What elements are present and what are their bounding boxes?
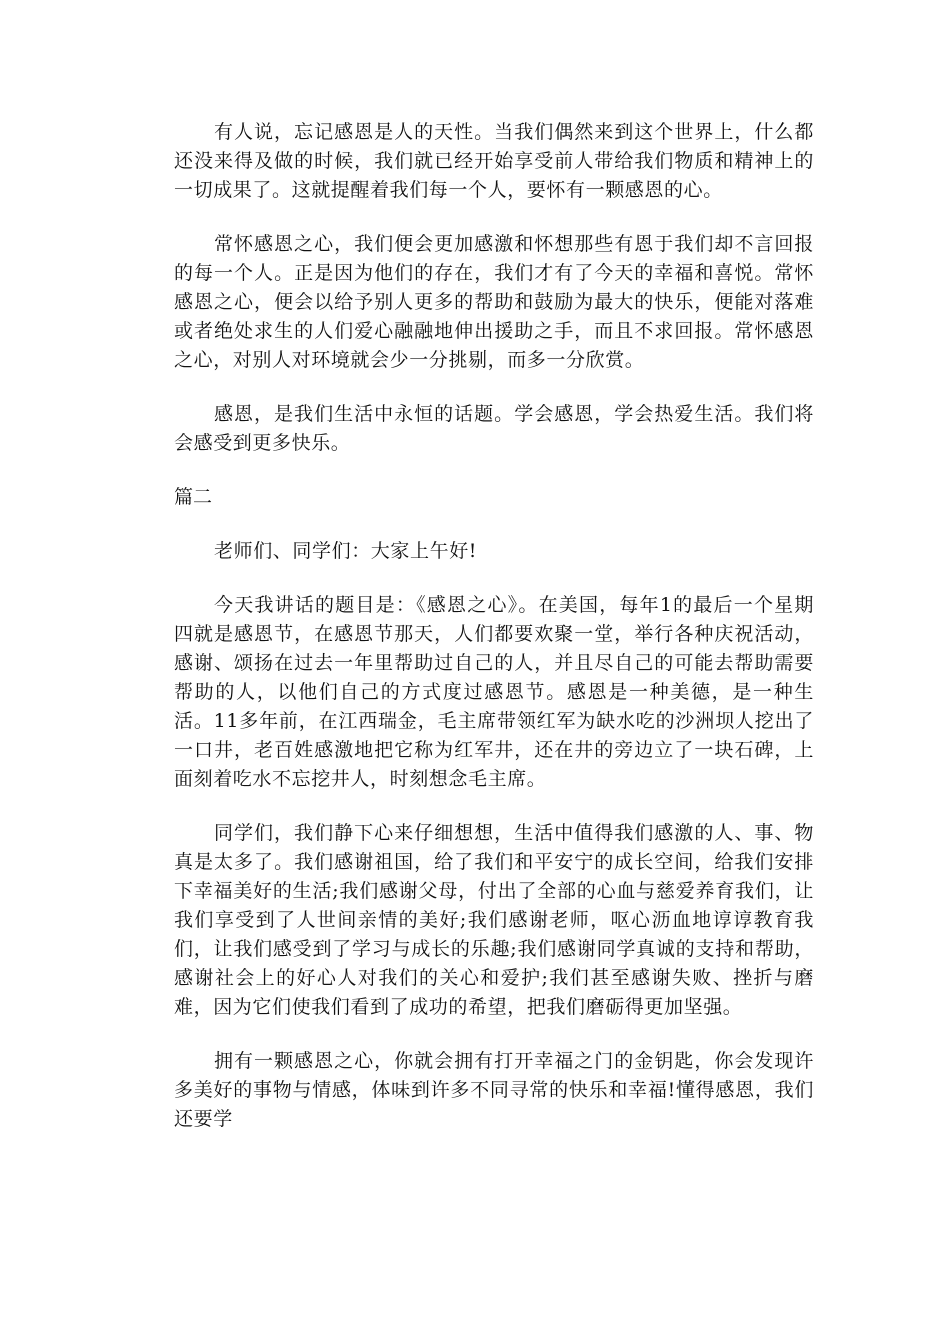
greeting-paragraph: 老师们、同学们：大家上午好! — [214, 540, 478, 562]
document-page — [174, 118, 814, 1159]
paragraph: 同学们，我们静下心来仔细想想，生活中值得我们感激的人、事、物真是太多了。我们感谢祖国，给了我们和平安宁的成长空间，给我们安排下幸福美好的生活;我们感谢父母，付出了全部的心血与慈爱养育我们，让我们享受到了人世间亲情的美好;我们感谢老师，呕心沥血地谆谆教育我们，让我们感受到了学习与成长的乐趣;我们感谢同学真诚的支持和帮助，感谢社会上的好心人对我们的关心和爱护;我们甚至感谢失败、挫折与磨难，因为它们使我们看到了成功的希望，把我们磨砺得更加坚强。 — [174, 822, 814, 1018]
paragraph: 常怀感恩之心，我们便会更加感激和怀想那些有恩于我们却不言回报的每一个人。正是因为他们的存在，我们才有了今天的幸福和喜悦。常怀感恩之心，便会以给予别人更多的帮助和鼓励为最大的快乐，便能对落难或者绝处求生的人们爱心融融地伸出援助之手，而且不求回报。常怀感恩之心，对别人对环境就会少一分挑剔，而多一分欣赏。 — [174, 233, 814, 371]
paragraph: 拥有一颗感恩之心，你就会拥有打开幸福之门的金钥匙，你会发现许多美好的事物与情感，体味到许多不同寻常的快乐和幸福!懂得感恩，我们还要学 — [174, 1050, 814, 1130]
paragraph: 感恩，是我们生活中永恒的话题。学会感恩，学会热爱生活。我们将会感受到更多快乐。 — [174, 403, 814, 454]
paragraph: 今天我讲话的题目是：《感恩之心》。在美国，每年1的最后一个星期四就是感恩节，在感恩节那天，人们都要欢聚一堂，举行各种庆祝活动，感谢、颂扬在过去一年里帮助过自己的人，并且尽自己的可能去帮助需要帮助的人，以他们自己的方式度过感恩节。感恩是一种美德，是一种生活。11多年前，在江西瑞金，毛主席带领红军为缺水吃的沙洲坝人挖出了一口井，老百姓感激地把它称为红军井，还在井的旁边立了一块石碑，上面刻着吃水不忘挖井人，时刻想念毛主席。 — [174, 594, 814, 790]
paragraph: 有人说，忘记感恩是人的天性。当我们偶然来到这个世界上，什么都还没来得及做的时候，我们就已经开始享受前人带给我们物质和精神上的一切成果了。这就提醒着我们每一个人，要怀有一颗感恩的心。 — [174, 121, 814, 201]
section-heading: 篇二 — [174, 486, 213, 508]
